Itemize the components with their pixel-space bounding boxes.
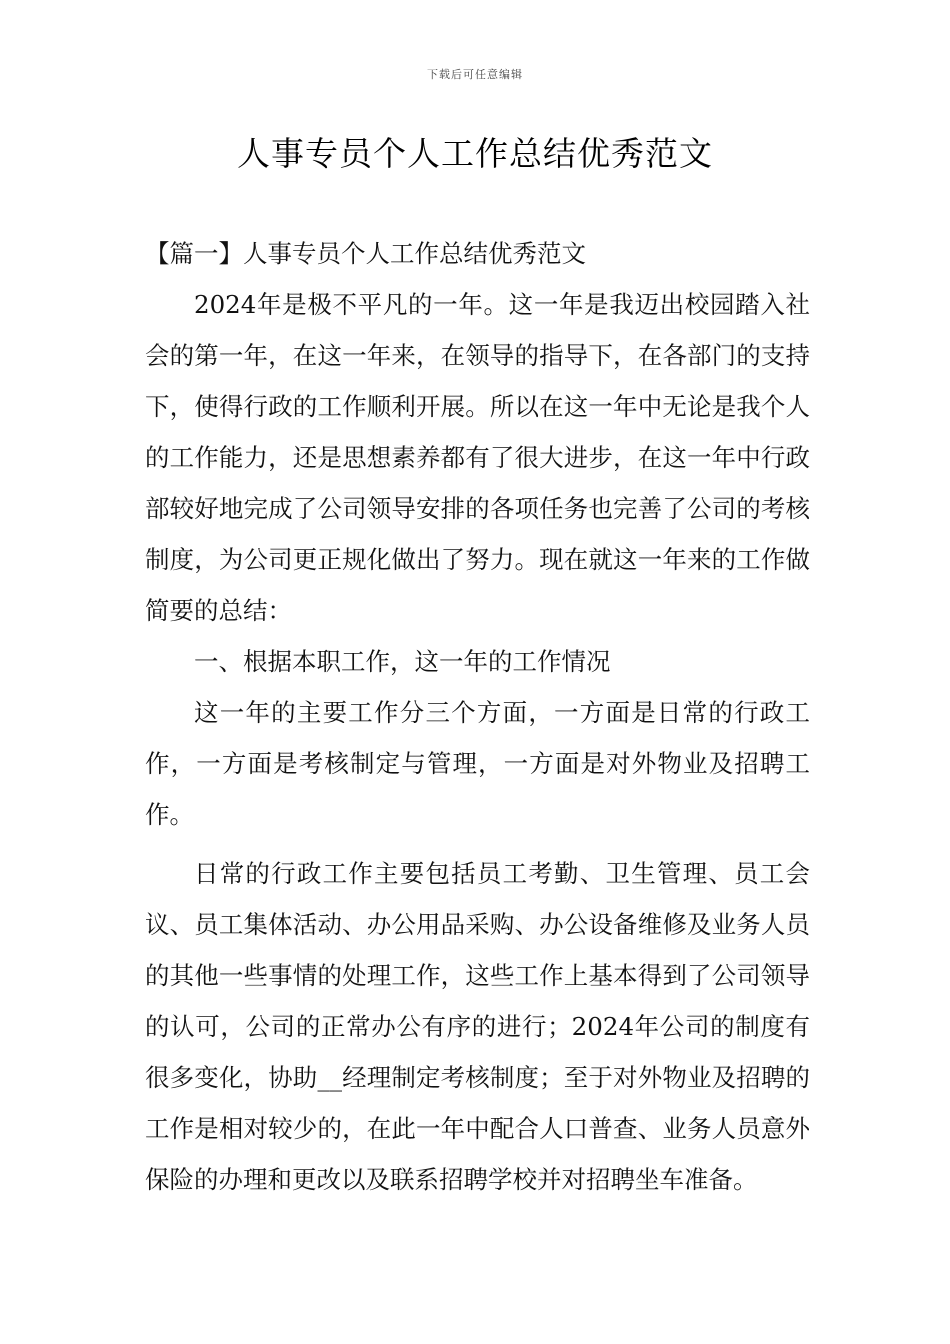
section-heading: 【篇一】人事专员个人工作总结优秀范文 — [145, 239, 586, 268]
page-title: 人事专员个人工作总结优秀范文 — [237, 134, 713, 173]
subheading-work-situation: 一、根据本职工作，这一年的工作情况 — [194, 647, 611, 676]
document-body — [145, 228, 810, 1205]
paragraph-intro: 2024年是极不平凡的一年。这一年是我迈出校园踏入社会的第一年，在这一年来，在领导的指导下，在各部门的支持下，使得行政的工作顺利开展。所以在这一年中无论是我个人的工作能力，还是思想素养都有了很大进步，在这一年中行政部较好地完成了公司领导安排的各项任务也完善了公司的考核制度，为公司更正规化做出了努力。现在就这一年来的工作做简要的总结： — [145, 290, 810, 625]
header-note: 下载后可任意编辑 — [427, 68, 523, 81]
paragraph-daily-admin: 日常的行政工作主要包括员工考勤、卫生管理、员工会议、员工集体活动、办公用品采购、办公设备维修及业务人员的其他一些事情的处理工作，这些工作上基本得到了公司领导的认可，公司的正常办公有序的进行；2024年公司的制度有很多变化，协助__经理制定考核制度；至于对外物业及招聘的工作是相对较少的，在此一年中配合人口普查、业务人员意外保险的办理和更改以及联系招聘学校并对招聘坐车准备。 — [145, 859, 810, 1194]
paragraph-three-aspects: 这一年的主要工作分三个方面，一方面是日常的行政工作，一方面是考核制定与管理，一方面是对外物业及招聘工作。 — [145, 698, 810, 829]
